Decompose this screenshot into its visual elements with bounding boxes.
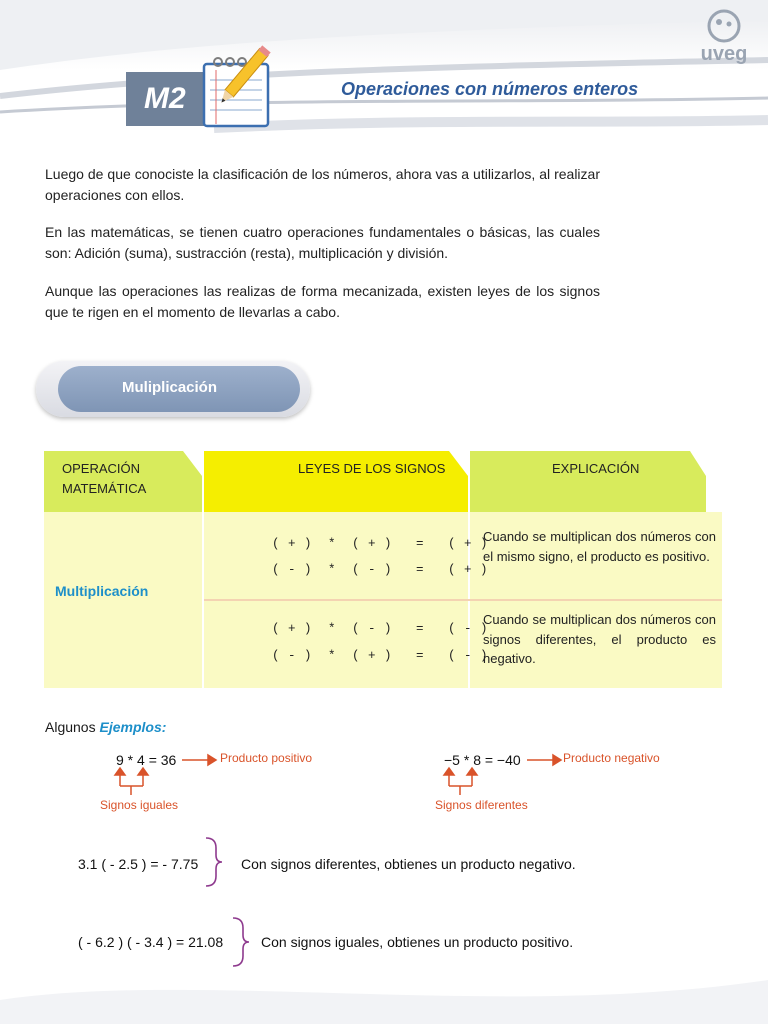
sign-law-2: ( - ) * ( - ) = ( + ) bbox=[272, 563, 489, 577]
module-badge: M2 bbox=[126, 72, 214, 126]
header-operation: OPERACIÓN MATEMÁTICA bbox=[62, 461, 147, 496]
example-line-2-equation: ( - 6.2 ) ( - 3.4 ) = 21.08 bbox=[78, 934, 224, 950]
sign-law-3: ( + ) * ( - ) = ( - ) bbox=[272, 622, 489, 636]
page-title: Operaciones con números enteros bbox=[341, 79, 639, 99]
example-line-2-description: Con signos iguales, obtienes un producto positivo. bbox=[261, 934, 574, 950]
examples-intro-prefix: Algunos bbox=[45, 719, 100, 735]
example-2-result-note: Producto negativo bbox=[563, 751, 660, 765]
explanation-same-signs: Cuando se multiplican dos números con el mismo signo, el producto es positivo. bbox=[483, 529, 716, 564]
sign-law-4: ( - ) * ( + ) = ( - ) bbox=[272, 649, 489, 663]
examples-intro-emphasis: Ejemplos: bbox=[99, 719, 167, 735]
intro-paragraph-3: Aunque las operaciones las realizas de forma mecanizada, existen leyes de los signos que te rigen en el momento de llevarlas a cabo. bbox=[45, 283, 600, 320]
example-2-equation: −5 * 8 = −40 bbox=[444, 752, 521, 768]
intro-paragraph-2: En las matemáticas, se tienen cuatro operaciones fundamentales o básicas, las cuales son: Adición (suma), sustracción (resta), multiplicación y división. bbox=[45, 224, 600, 261]
svg-text:uveg: uveg bbox=[700, 43, 748, 65]
footer-wave bbox=[0, 960, 768, 1024]
example-2-signs-note: Signos diferentes bbox=[435, 798, 528, 812]
example-line-1-equation: 3.1 ( - 2.5 ) = - 7.75 bbox=[78, 856, 199, 872]
example-1-result-note: Producto positivo bbox=[220, 751, 313, 765]
section-title: Muliplicación bbox=[58, 366, 300, 412]
sign-law-1: ( + ) * ( + ) = ( + ) bbox=[272, 537, 489, 551]
header-laws: LEYES DE LOS SIGNOS bbox=[298, 461, 446, 476]
intro-paragraph-1: Luego de que conociste la clasificación de los números, ahora vas a utilizarlos, al realizar operaciones con ellos. bbox=[45, 166, 600, 203]
operation-label: Multiplicación bbox=[55, 583, 149, 599]
example-1-equation: 9 * 4 = 36 bbox=[116, 752, 177, 768]
header-explanation: EXPLICACIÓN bbox=[552, 461, 640, 476]
example-line-1-description: Con signos diferentes, obtienes un producto negativo. bbox=[241, 856, 576, 872]
explanation-different-signs: Cuando se multiplican dos números con signos diferentes, el producto es negativo. bbox=[483, 612, 716, 666]
example-1-signs-note: Signos iguales bbox=[100, 798, 179, 812]
